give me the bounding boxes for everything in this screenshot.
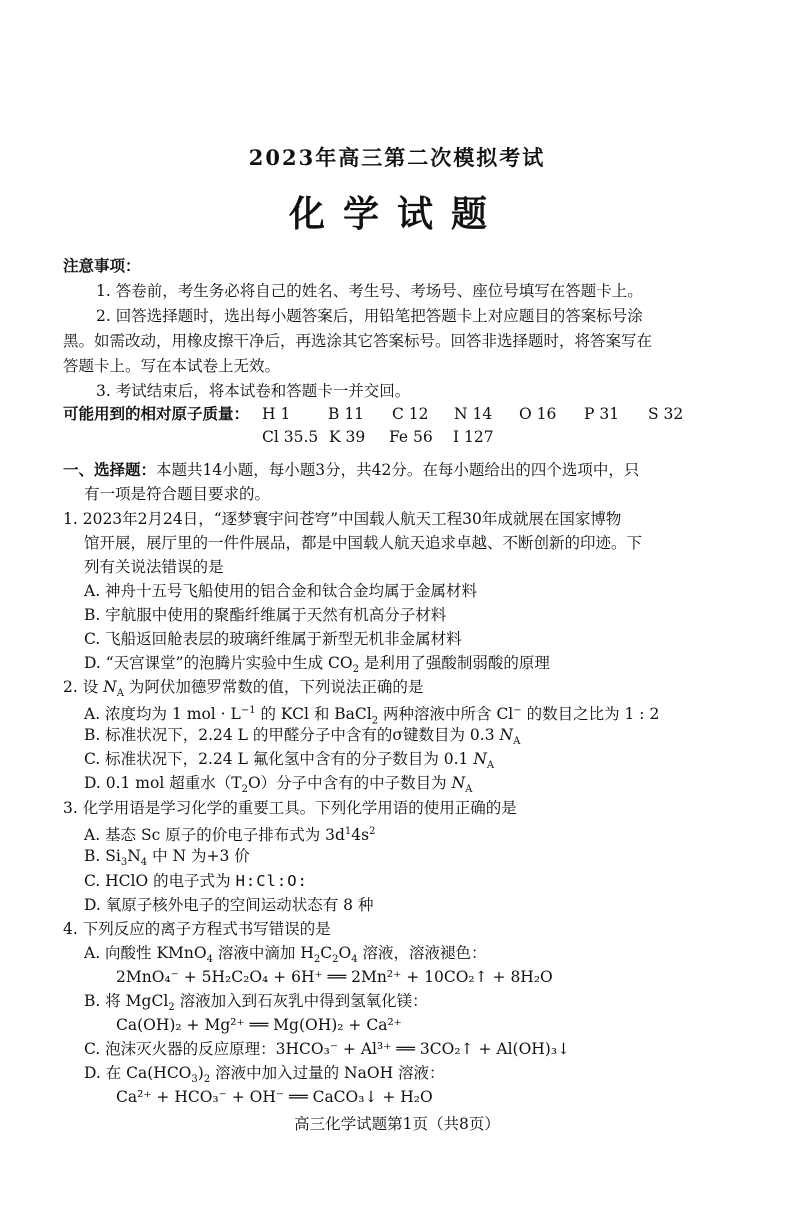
q1-option-b: B. 宇航服中使用的聚酯纤维属于天然有机高分子材料 bbox=[84, 606, 447, 624]
mass-h: H 1 bbox=[262, 405, 291, 423]
q4-option-a: A. 向酸性 KMnO$_4$ 溶液中滴加 $H_2C_2O_4$ 溶液，溶液褪色： bbox=[84, 944, 487, 966]
section-1-line-1: 本题共14小题，每小题3分，共42分。在每小题给出的四个选项中，只 bbox=[156, 461, 640, 479]
q3-option-a: A. 基态 Sc 原子的价电子排布式为 $3d^14s^2$ bbox=[84, 826, 376, 845]
q2-option-b: B. 标准状况下，2.24 L 的甲醛分子中含有的σ键数目为 0.3 $N_A$ bbox=[84, 726, 521, 748]
section-1-line-2: 有一项是符合题目要求的。 bbox=[84, 485, 271, 503]
q4-stem: 4. 下列反应的离子方程式书写错误的是 bbox=[63, 920, 331, 938]
q2-option-c: C. 标准状况下，2.24 L 氟化氢中含有的分子数目为 0.1 $N_A$ bbox=[84, 750, 495, 772]
mass-i: I 127 bbox=[453, 428, 494, 446]
q1-option-a: A. 神舟十五号飞船使用的铝合金和钛合金均属于金属材料 bbox=[84, 582, 478, 600]
q4-option-c: C. 泡沫灭火器的反应原理：3HCO₃⁻ + Al³⁺ ══ 3CO₂↑ + Al(OH)₃↓ bbox=[84, 1040, 571, 1058]
note-line-4: 答题卡上。写在本试卷上无效。 bbox=[63, 357, 281, 375]
exam-title: 化学试题 bbox=[288, 193, 505, 235]
q4-option-a-equation: 2MnO₄⁻ + 5H₂C₂O₄ + 6H⁺ ══ 2Mn²⁺ + 10CO₂↑ + 8H₂O bbox=[116, 968, 553, 986]
mass-b: B 11 bbox=[328, 405, 365, 423]
section-1-heading: 一、选择题： bbox=[63, 460, 157, 479]
q4-option-d-equation: Ca²⁺ + HCO₃⁻ + OH⁻ ══ CaCO₃↓ + H₂O bbox=[116, 1088, 433, 1106]
note-line-1: 1. 答卷前，考生务必将自己的姓名、考生号、考场号、座位号填写在答题卡上。 bbox=[96, 282, 643, 300]
mass-o: O 16 bbox=[519, 405, 557, 423]
q4-option-d: D. 在 $Ca(HCO_3)_2$ 溶液中加入过量的 NaOH 溶液： bbox=[84, 1064, 445, 1086]
mass-s: S 32 bbox=[648, 405, 684, 423]
mass-p: P 31 bbox=[584, 405, 620, 423]
q3-stem: 3. 化学用语是学习化学的重要工具。下列化学用语的使用正确的是 bbox=[63, 799, 517, 817]
q1-option-d: D. “天宫课堂”的泡腾片实验中生成 $CO_2$ 是利用了强酸制弱酸的原理 bbox=[84, 654, 550, 676]
q1-stem-1: 1. 2023年2月24日，“逐梦寰宇问苍穹”中国载人航天工程30年成就展在国家博物 bbox=[63, 510, 622, 528]
mass-n: N 14 bbox=[454, 405, 493, 423]
mass-c: C 12 bbox=[392, 405, 429, 423]
note-line-3: 黑。如需改动，用橡皮擦干净后，再选涂其它答案标号。回答非选择题时，将答案写在 bbox=[63, 332, 653, 350]
q4-option-b-equation: Ca(OH)₂ + Mg²⁺ ══ Mg(OH)₂ + Ca²⁺ bbox=[116, 1016, 402, 1034]
q3-option-c: C. HClO 的电子式为 H:Cl:O: bbox=[84, 872, 308, 890]
notes-heading: 注意事项： bbox=[63, 256, 141, 275]
mass-cl: Cl 35.5 bbox=[262, 428, 319, 446]
q1-stem-3: 列有关说法错误的是 bbox=[84, 558, 224, 576]
q1-stem-2: 馆开展，展厅里的一件件展品，都是中国载人航天追求卓越、不断创新的印迹。下 bbox=[84, 534, 643, 552]
section-1-heading-line bbox=[63, 460, 639, 480]
hclo-electron-formula: H:Cl:O: bbox=[235, 872, 308, 890]
exam-subtitle: 2023年高三第二次模拟考试 bbox=[248, 145, 546, 170]
note-line-5: 3. 考试结束后，将本试卷和答题卡一并交回。 bbox=[96, 382, 411, 400]
q2-option-a: A. 浓度均为 1 mol · $L^{-1}$ 的 KCl 和 BaCl$_2$ 两种溶液中所含 Cl− 的数目之比为 1 : 2 bbox=[84, 705, 660, 727]
masses-label: 可能用到的相对原子质量： bbox=[63, 404, 250, 423]
mass-k: K 39 bbox=[329, 428, 366, 446]
q4-option-b: B. 将 MgCl$_2$ 溶液加入到石灰乳中得到氢氧化镁： bbox=[84, 992, 428, 1014]
q1-option-c: C. 飞船返回舱表层的玻璃纤维属于新型无机非金属材料 bbox=[84, 630, 462, 648]
mass-fe: Fe 56 bbox=[389, 428, 433, 446]
note-line-2: 2. 回答选择题时，选出每小题答案后，用铅笔把答题卡上对应题目的答案标号涂 bbox=[96, 307, 643, 325]
page-footer: 高三化学试题第1页（共8页） bbox=[294, 1115, 500, 1133]
q3-option-d: D. 氧原子核外电子的空间运动状态有 8 种 bbox=[84, 896, 374, 914]
q2-stem: 2. 设 $N_A$ 为阿伏加德罗常数的值，下列说法正确的是 bbox=[63, 678, 424, 700]
q2-option-d: D. 0.1 mol 超重水$(T_2O)$分子中含有的中子数目为 $N_A$ bbox=[84, 774, 473, 796]
q3-option-b: B. $Si_3N_4$ 中 N 为+3 价 bbox=[84, 847, 250, 869]
